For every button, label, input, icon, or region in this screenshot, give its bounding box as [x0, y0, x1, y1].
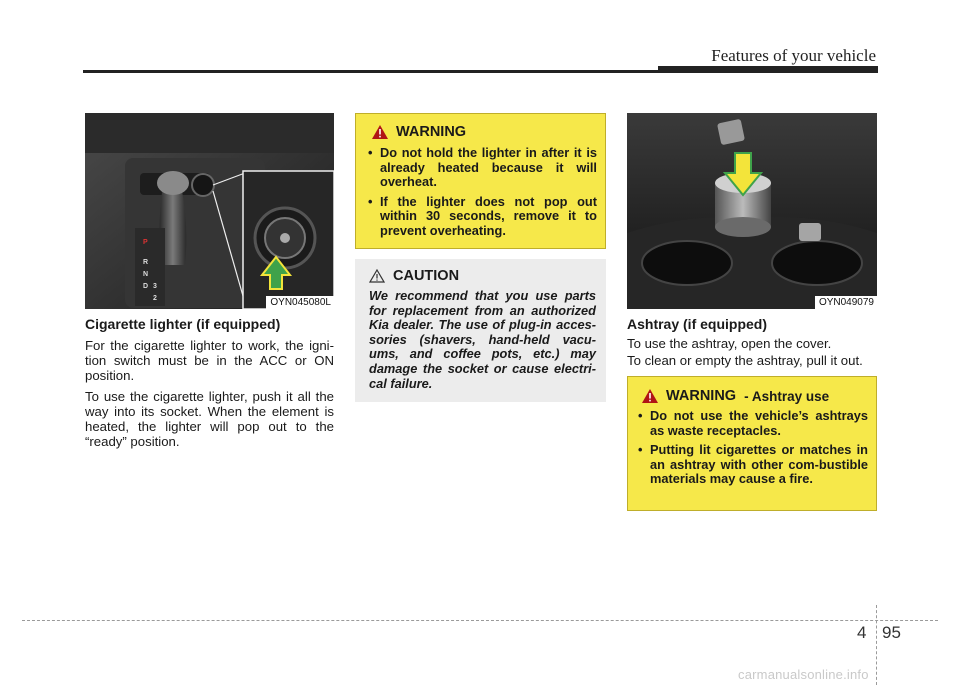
- watermark: carmanualsonline.info: [738, 667, 869, 682]
- paragraph: To use the cigarette lighter, push it all the way into its socket. When the element is heated, the lighter will pop out to the “ready” position.: [85, 388, 334, 450]
- section-title: Features of your vehicle: [711, 46, 876, 65]
- gear-label: R: [143, 259, 149, 266]
- gear-label: 3: [153, 283, 157, 290]
- photo-code: OYN045080L: [266, 296, 334, 309]
- paragraph: To use the ashtray, open the cover.: [627, 336, 832, 351]
- gear-label: D: [143, 283, 149, 290]
- lighter-illustration: [85, 113, 334, 309]
- warning-title: [372, 124, 597, 140]
- warning-title: [642, 388, 868, 404]
- warning-list: [636, 409, 868, 487]
- caution-title: [369, 268, 596, 284]
- caution-box: [355, 259, 606, 402]
- warning-subtitle: - Ashtray use: [744, 388, 830, 404]
- warning-item: • Putting lit cigarettes or matches in an ashtray with other com-bustible materials may cause a fire.: [636, 443, 868, 487]
- lighter-body: [85, 338, 334, 454]
- header-rule-accent: [658, 66, 878, 73]
- gear-label: N: [143, 271, 149, 278]
- warning-item: • If the lighter does not pop out within 30 seconds, remove it to prevent overheating.: [366, 195, 597, 239]
- paragraph: For the cigarette lighter to work, the igni-tion switch must be in the ACC or ON position.: [85, 338, 334, 384]
- warning-title-text: WARNING: [666, 388, 737, 404]
- ashtray-body: [627, 336, 879, 373]
- paragraph: To clean or empty the ashtray, pull it out.: [627, 353, 863, 369]
- cigarette-lighter-photo: [85, 113, 334, 309]
- ashtray-photo: [627, 113, 877, 309]
- caution-title-text: CAUTION: [393, 268, 460, 284]
- gear-label: 2: [153, 295, 157, 302]
- section-heading-ashtray: Ashtray (if equipped): [627, 316, 768, 332]
- warning-triangle-icon: [642, 389, 658, 403]
- warning-box-ashtray: [627, 376, 877, 511]
- gear-label: P: [143, 239, 148, 246]
- page-number: 95: [882, 623, 901, 642]
- ashtray-illustration: [627, 113, 877, 309]
- warning-list: [366, 146, 597, 239]
- warning-item: • Do not hold the lighter in after it is already heated because it will overheat.: [366, 146, 597, 190]
- caution-text: We recommend that you use parts for replacement from an authorized Kia dealer. The use of plug-in acces-sories (shavers, hand-held vacu-ums, and coffee pots, etc.) may damage the socket or cause electri-cal failure.: [369, 288, 596, 391]
- warning-box-lighter: [355, 113, 606, 249]
- warning-item: • Do not use the vehicle’s ashtrays as waste receptacles.: [636, 409, 868, 438]
- footer-rule: [22, 620, 938, 621]
- caution-triangle-icon: [369, 269, 385, 283]
- warning-title-text: WARNING: [396, 124, 467, 140]
- section-heading-lighter: Cigarette lighter (if equipped): [85, 316, 281, 332]
- chapter-number: 4: [857, 623, 867, 642]
- warning-triangle-icon: [372, 125, 388, 139]
- photo-code: OYN049079: [815, 296, 877, 309]
- footer-divider: [876, 605, 877, 685]
